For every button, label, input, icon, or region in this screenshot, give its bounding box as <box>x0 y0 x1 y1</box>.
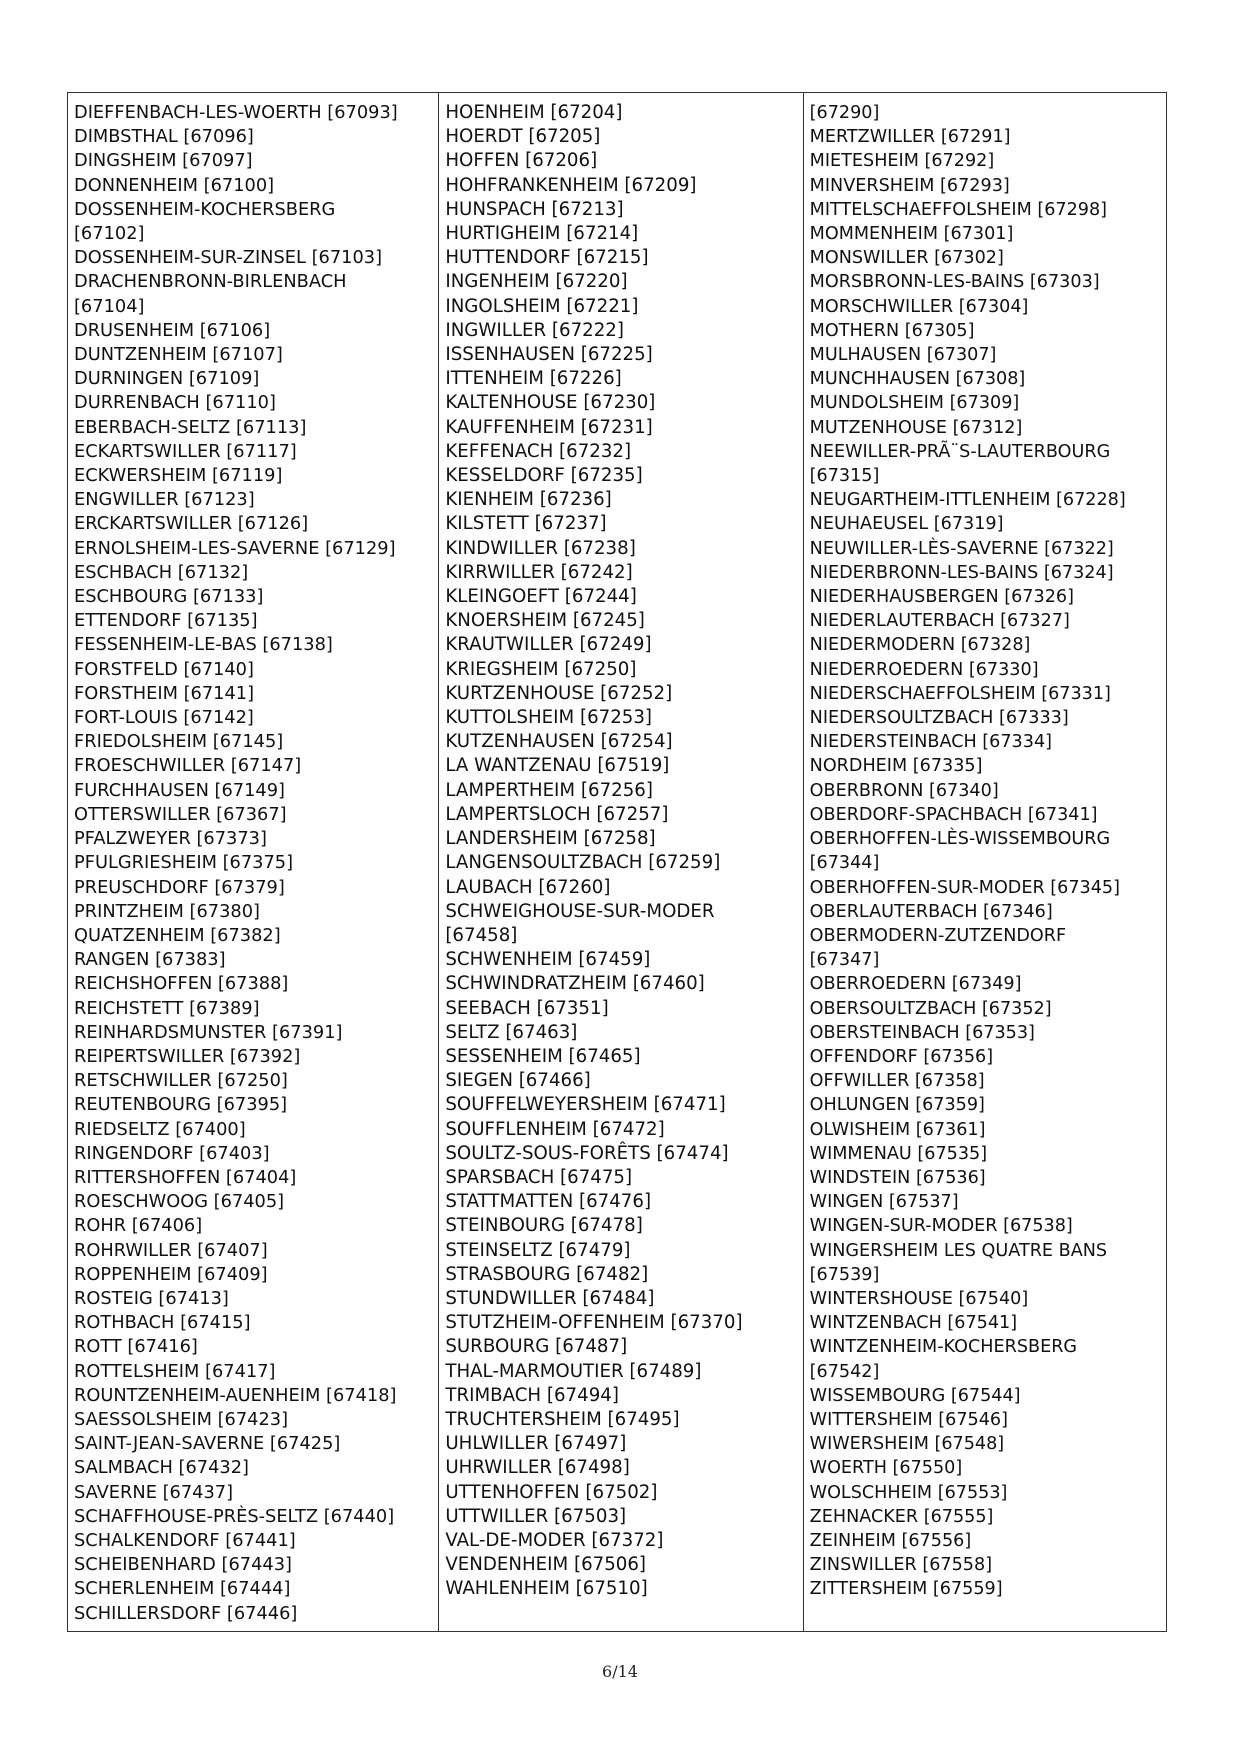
commune-entry: NIEDERROEDERN [67330] <box>809 659 1039 680</box>
commune-entry: THAL-MARMOUTIER [67489] <box>445 1360 702 1382</box>
commune-entry: OHLUNGEN [67359] <box>809 1095 985 1116</box>
commune-entry: [67539] <box>809 1264 880 1285</box>
commune-entry: SOUFFLENHEIM [67472] <box>445 1118 665 1140</box>
commune-entry: UTTWILLER [67503] <box>445 1505 627 1527</box>
commune-entry: WINGEN [67537] <box>809 1192 959 1213</box>
commune-entry: ROTTELSHEIM [67417] <box>74 1360 276 1382</box>
commune-entry: RITTERSHOFFEN [67404] <box>74 1166 297 1188</box>
commune-entry: OBERLAUTERBACH [67346] <box>809 901 1053 922</box>
commune-entry: STRASBOURG [67482] <box>445 1263 649 1285</box>
commune-entry: KINDWILLER [67238] <box>445 537 636 559</box>
commune-entry: STATTMATTEN [67476] <box>445 1191 652 1213</box>
commune-table <box>67 92 1167 1632</box>
commune-entry: REICHSTETT [67389] <box>74 997 260 1019</box>
commune-entry: ROPPENHEIM [67409] <box>74 1263 268 1285</box>
commune-entry: MERTZWILLER [67291] <box>809 127 1011 148</box>
commune-entry: WINTZENHEIM-KOCHERSBERG <box>809 1337 1078 1358</box>
commune-entry: ITTENHEIM [67226] <box>445 368 622 390</box>
commune-entry: ZEHNACKER [67555] <box>809 1506 994 1527</box>
commune-entry: HUTTENDORF [67215] <box>445 247 649 269</box>
commune-entry: PFULGRIESHEIM [67375] <box>74 852 294 874</box>
commune-entry: ISSENHAUSEN [67225] <box>445 344 653 366</box>
commune-entry: PREUSCHDORF [67379] <box>74 876 285 898</box>
commune-entry: HOFFEN [67206] <box>445 150 598 172</box>
commune-entry: UHLWILLER [67497] <box>445 1433 627 1455</box>
commune-entry: ERCKARTSWILLER [67126] <box>74 513 309 535</box>
commune-entry: WINGEN-SUR-MODER [67538] <box>809 1216 1073 1237</box>
commune-entry: [67290] <box>809 103 880 123</box>
commune-entry: KURTZENHOUSE [67252] <box>445 682 673 704</box>
commune-entry: ROSTEIG [67413] <box>74 1287 229 1309</box>
commune-entry: WINTZENBACH [67541] <box>809 1313 1018 1334</box>
table-column-1 <box>68 93 439 1631</box>
commune-entry: ROHR [67406] <box>74 1215 203 1237</box>
commune-entry: OFFWILLER [67358] <box>809 1071 985 1092</box>
commune-entry: WINTERSHOUSE [67540] <box>809 1288 1029 1309</box>
commune-entry: NIEDERSCHAEFFOLSHEIM [67331] <box>809 683 1111 704</box>
commune-entry: FURCHHAUSEN [67149] <box>74 779 285 801</box>
commune-entry: NIEDERBRONN-LES-BAINS [67324] <box>809 562 1114 583</box>
commune-entry: OBERBRONN [67340] <box>809 780 999 801</box>
commune-entry: REUTENBOURG [67395] <box>74 1094 288 1116</box>
commune-entry: MOMMENHEIM [67301] <box>809 224 1014 245</box>
commune-entry: SEEBACH [67351] <box>445 997 609 1019</box>
commune-entry: LAMPERTSLOCH [67257] <box>445 803 669 825</box>
commune-entry: MUNCHHAUSEN [67308] <box>809 369 1026 390</box>
commune-entry: MITTELSCHAEFFOLSHEIM [67298] <box>809 199 1108 220</box>
commune-entry: MUNDOLSHEIM [67309] <box>809 393 1020 414</box>
commune-entry: HOHFRANKENHEIM [67209] <box>445 174 697 196</box>
commune-entry: ECKWERSHEIM [67119] <box>74 465 283 487</box>
commune-entry: UTTENHOFFEN [67502] <box>445 1481 658 1503</box>
commune-entry: MINVERSHEIM [67293] <box>809 175 1010 196</box>
commune-entry: SALMBACH [67432] <box>74 1457 249 1479</box>
commune-entry: WOLSCHHEIM [67553] <box>809 1482 1008 1503</box>
commune-entry: ROTT [67416] <box>74 1336 198 1358</box>
commune-entry: TRUCHTERSHEIM [67495] <box>445 1408 680 1430</box>
commune-entry: NORDHEIM [67335] <box>809 756 983 777</box>
commune-entry: DRACHENBRONN-BIRLENBACH <box>74 271 347 293</box>
commune-entry: SCHILLERSDORF [67446] <box>74 1602 298 1624</box>
commune-entry: FORT-LOUIS [67142] <box>74 707 254 729</box>
commune-entry: [67542] <box>809 1361 880 1382</box>
commune-entry: MULHAUSEN [67307] <box>809 345 997 366</box>
commune-entry: OTTERSWILLER [67367] <box>74 803 287 825</box>
commune-entry: STEINBOURG [67478] <box>445 1215 643 1237</box>
commune-entry: WOERTH [67550] <box>809 1458 963 1479</box>
commune-entry: SOUFFELWEYERSHEIM [67471] <box>445 1094 726 1116</box>
commune-entry: ROESCHWOOG [67405] <box>74 1191 285 1213</box>
commune-entry: MONSWILLER [67302] <box>809 248 1004 269</box>
commune-entry: DONNENHEIM [67100] <box>74 174 275 196</box>
commune-entry: ZINSWILLER [67558] <box>809 1555 993 1576</box>
commune-entry: SCHWENHEIM [67459] <box>445 949 651 971</box>
commune-entry: WIWERSHEIM [67548] <box>809 1434 1005 1455</box>
commune-entry: RINGENDORF [67403] <box>74 1142 270 1164</box>
commune-entry: INGWILLER [67222] <box>445 319 624 341</box>
commune-entry: NIEDERHAUSBERGEN [67326] <box>809 587 1074 608</box>
commune-entry: RANGEN [67383] <box>74 949 226 971</box>
commune-entry: ZEINHEIM [67556] <box>809 1530 972 1551</box>
commune-entry: WIMMENAU [67535] <box>809 1143 988 1164</box>
commune-entry: NIEDERSTEINBACH [67334] <box>809 732 1053 753</box>
commune-entry: NIEDERSOULTZBACH [67333] <box>809 708 1069 729</box>
commune-entry: ESCHBACH [67132] <box>74 561 249 583</box>
commune-entry: DINGSHEIM [67097] <box>74 150 253 172</box>
commune-entry: DRUSENHEIM [67106] <box>74 319 271 341</box>
commune-entry: WITTERSHEIM [67546] <box>809 1409 1008 1430</box>
commune-entry: VAL-DE-MODER [67372] <box>445 1529 664 1551</box>
commune-entry: HOENHEIM [67204] <box>445 102 623 123</box>
table-column-2 <box>439 93 803 1631</box>
commune-entry: OLWISHEIM [67361] <box>809 1119 986 1140</box>
commune-entry: FORSTFELD [67140] <box>74 658 254 680</box>
commune-entry: [67315] <box>809 466 880 487</box>
commune-entry: FRIEDOLSHEIM [67145] <box>74 731 284 753</box>
commune-entry: RIEDSELTZ [67400] <box>74 1118 246 1140</box>
commune-entry: INGENHEIM [67220] <box>445 271 628 293</box>
commune-entry: ROTHBACH [67415] <box>74 1312 251 1334</box>
commune-entry: ROUNTZENHEIM-AUENHEIM [67418] <box>74 1384 397 1406</box>
commune-entry: OBERDORF-SPACHBACH [67341] <box>809 804 1098 825</box>
commune-entry: NIEDERMODERN [67328] <box>809 635 1031 656</box>
commune-entry: SCHAFFHOUSE-PRÈS-SELTZ [67440] <box>74 1505 395 1527</box>
commune-entry: HUNSPACH [67213] <box>445 198 624 220</box>
commune-entry: SCHALKENDORF [67441] <box>74 1529 296 1551</box>
commune-entry: KNOERSHEIM [67245] <box>445 610 645 632</box>
commune-entry: KESSELDORF [67235] <box>445 465 643 487</box>
commune-entry: [67102] <box>74 223 145 245</box>
commune-entry: DIMBSTHAL [67096] <box>74 126 254 148</box>
commune-entry: SESSENHEIM [67465] <box>445 1045 641 1067</box>
commune-entry: STUNDWILLER [67484] <box>445 1287 655 1309</box>
commune-entry: ETTENDORF [67135] <box>74 610 258 632</box>
commune-entry: MORSBRONN-LES-BAINS [67303] <box>809 272 1100 293</box>
commune-entry: LAMPERTHEIM [67256] <box>445 779 653 801</box>
commune-entry: SOULTZ-SOUS-FORÊTS [67474] <box>445 1142 729 1164</box>
commune-entry: REICHSHOFFEN [67388] <box>74 973 289 995</box>
commune-entry: MIETESHEIM [67292] <box>809 151 995 172</box>
commune-entry: KUTTOLSHEIM [67253] <box>445 707 653 729</box>
commune-entry: HOERDT [67205] <box>445 126 601 148</box>
table-column-3 <box>804 93 1166 1631</box>
commune-entry: LAUBACH [67260] <box>445 876 611 898</box>
commune-entry: OFFENDORF [67356] <box>809 1046 994 1067</box>
commune-entry: DOSSENHEIM-KOCHERSBERG <box>74 198 336 220</box>
commune-entry: STUTZHEIM-OFFENHEIM [67370] <box>445 1312 743 1334</box>
commune-entry: STEINSELTZ [67479] <box>445 1239 631 1261</box>
commune-entry: MUTZENHOUSE [67312] <box>809 417 1023 438</box>
commune-entry: KIENHEIM [67236] <box>445 489 612 511</box>
commune-entry: KEFFENACH [67232] <box>445 440 632 462</box>
commune-entry: FESSENHEIM-LE-BAS [67138] <box>74 634 333 656</box>
commune-entry: LANGENSOULTZBACH [67259] <box>445 852 721 874</box>
commune-entry: SPARSBACH [67475] <box>445 1166 633 1188</box>
commune-entry: UHRWILLER [67498] <box>445 1457 630 1479</box>
commune-entry: RETSCHWILLER [67250] <box>74 1070 288 1092</box>
commune-entry: TRIMBACH [67494] <box>445 1384 619 1406</box>
commune-entry: NEEWILLER-PRÃ¨S-LAUTERBOURG <box>809 441 1111 462</box>
commune-entry: SCHERLENHEIM [67444] <box>74 1578 291 1600</box>
commune-entry: LANDERSHEIM [67258] <box>445 828 656 850</box>
commune-entry: REIPERTSWILLER [67392] <box>74 1045 301 1067</box>
commune-entry: SURBOURG [67487] <box>445 1336 628 1358</box>
commune-entry: KUTZENHAUSEN [67254] <box>445 731 673 753</box>
commune-entry: MORSCHWILLER [67304] <box>809 296 1029 317</box>
commune-entry: INGOLSHEIM [67221] <box>445 295 639 317</box>
commune-entry: NEUWILLER-LÈS-SAVERNE [67322] <box>809 538 1114 559</box>
commune-entry: OBERHOFFEN-SUR-MODER [67345] <box>809 877 1120 898</box>
commune-entry: KILSTETT [67237] <box>445 513 607 535</box>
commune-entry: FORSTHEIM [67141] <box>74 682 255 704</box>
page-number: 6/14 <box>602 1662 638 1681</box>
commune-entry: DOSSENHEIM-SUR-ZINSEL [67103] <box>74 247 383 269</box>
commune-entry: ERNOLSHEIM-LES-SAVERNE [67129] <box>74 537 396 559</box>
commune-entry: LA WANTZENAU [67519] <box>445 755 670 777</box>
commune-entry: WINDSTEIN [67536] <box>809 1167 986 1188</box>
commune-entry: QUATZENHEIM [67382] <box>74 924 281 946</box>
commune-entry: ECKARTSWILLER [67117] <box>74 440 297 462</box>
commune-entry: KAUFFENHEIM [67231] <box>445 416 653 438</box>
commune-entry: SAESSOLSHEIM [67423] <box>74 1408 289 1430</box>
commune-entry: [67344] <box>809 853 880 874</box>
commune-entry: PRINTZHEIM [67380] <box>74 900 260 922</box>
commune-entry: KIRRWILLER [67242] <box>445 561 633 583</box>
commune-entry: OBERSTEINBACH [67353] <box>809 1022 1035 1043</box>
commune-entry: OBERROEDERN [67349] <box>809 974 1022 995</box>
commune-entry: SCHWINDRATZHEIM [67460] <box>445 973 705 995</box>
commune-entry: PFALZWEYER [67373] <box>74 828 267 850</box>
commune-entry: SIEGEN [67466] <box>445 1070 591 1092</box>
commune-entry: [67458] <box>445 924 518 946</box>
commune-entry: EBERBACH-SELTZ [67113] <box>74 416 307 438</box>
commune-entry: DIEFFENBACH-LES-WOERTH [67093] <box>74 102 398 123</box>
commune-entry: NEUHAEUSEL [67319] <box>809 514 1004 535</box>
commune-entry: ESCHBOURG [67133] <box>74 586 264 608</box>
commune-entry: [67347] <box>809 950 880 971</box>
commune-entry: DURRENBACH [67110] <box>74 392 276 414</box>
commune-entry: SCHEIBENHARD [67443] <box>74 1554 292 1576</box>
commune-entry: KRIEGSHEIM [67250] <box>445 658 637 680</box>
commune-entry: HURTIGHEIM [67214] <box>445 223 639 245</box>
commune-entry: DUNTZENHEIM [67107] <box>74 344 283 366</box>
commune-entry: WINGERSHEIM LES QUATRE BANS <box>809 1240 1108 1261</box>
commune-entry: SCHWEIGHOUSE-SUR-MODER <box>445 900 715 922</box>
commune-entry: DURNINGEN [67109] <box>74 368 260 390</box>
commune-entry: VENDENHEIM [67506] <box>445 1554 647 1576</box>
commune-entry: SAVERNE [67437] <box>74 1481 234 1503</box>
commune-entry: [67104] <box>74 295 145 317</box>
commune-entry: ENGWILLER [67123] <box>74 489 255 511</box>
commune-entry: KRAUTWILLER [67249] <box>445 634 652 656</box>
commune-entry: ROHRWILLER [67407] <box>74 1239 268 1261</box>
commune-entry: NEUGARTHEIM-ITTLENHEIM [67228] <box>809 490 1126 511</box>
commune-entry: KLEINGOEFT [67244] <box>445 586 637 608</box>
commune-entry: NIEDERLAUTERBACH [67327] <box>809 611 1070 632</box>
commune-entry: MOTHERN [67305] <box>809 320 975 341</box>
commune-entry: SELTZ [67463] <box>445 1021 578 1043</box>
commune-entry: OBERMODERN-ZUTZENDORF <box>809 925 1067 946</box>
commune-entry: FROESCHWILLER [67147] <box>74 755 302 777</box>
commune-entry: SAINT-JEAN-SAVERNE [67425] <box>74 1433 341 1455</box>
commune-entry: OBERHOFFEN-LÈS-WISSEMBOURG <box>809 829 1111 850</box>
commune-entry: ZITTERSHEIM [67559] <box>809 1579 1003 1600</box>
commune-entry: REINHARDSMUNSTER [67391] <box>74 1021 343 1043</box>
commune-entry: OBERSOULTZBACH [67352] <box>809 998 1052 1019</box>
commune-entry: WAHLENHEIM [67510] <box>445 1578 648 1600</box>
commune-entry: WISSEMBOURG [67544] <box>809 1385 1021 1406</box>
commune-entry: KALTENHOUSE [67230] <box>445 392 656 414</box>
